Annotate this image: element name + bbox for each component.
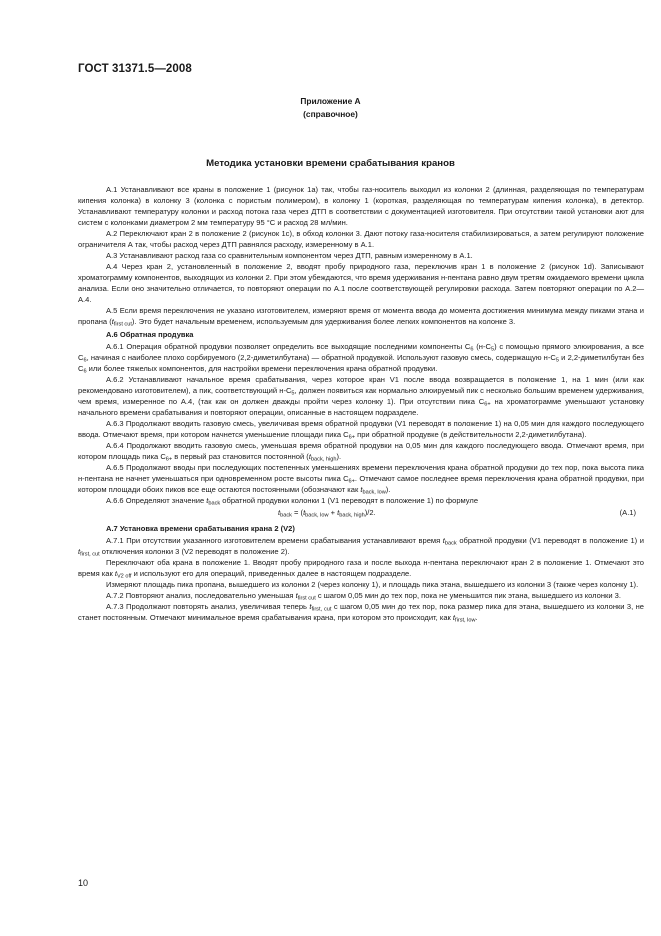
text: = ( [291,508,304,517]
document-body [78,184,644,623]
subscript: first, cut [311,606,332,613]
paragraph-a6-6 [78,495,644,506]
symbol-t: t [303,508,306,517]
subscript: 5 [291,390,295,397]
text: с шагом 0,05 мин до тех пор, пока размер пика для этана, вышедшего из колонки 3, не станет постоянным. Отмечают минимальное время срабатывания крана, при котором это происходит, как [78,602,644,622]
text: на хроматограмме уменьшают установку начального времени срабатывания и повторяют операции, описанные в настоящем подразделе. [78,397,644,417]
text: А.7.1 При отсутствии указанного изготовителем времени срабатывания устанавливают время [106,536,443,545]
formula-a1 [78,507,644,521]
text: А.7.3 Продолжают повторять анализ, увеличивая теперь [106,602,310,611]
paragraph-a7-1-c: Измеряют площадь пика пропана, вышедшего из колонки 2 (через колонку 1), и площадь пика этана, вышедшего из колонки 3 (также через колонку 1). [106,580,639,589]
subscript: back [444,540,457,547]
symbol-t: t [111,317,114,326]
text: А.6.1 Операция обратной продувки позволяет определить все выходящие последними компоненты C [106,342,471,351]
paragraph-a5 [78,305,644,327]
subscript: back [208,500,221,507]
symbol-t: t [308,452,311,461]
text: ). [385,485,391,494]
symbol-t: t [452,613,456,622]
text: обратной продувки (V1 переводят в положение 1) и [456,536,644,545]
subscript: 6 [83,357,87,364]
symbol-t: t [278,508,281,517]
symbol-t: t [442,536,445,545]
paragraph-a3: А.3 Устанавливают расход газа со сравнительным компонентом через ДТП, равным измеренному в А.1. [106,251,473,260]
text: А.5 Если время переключения не указано изготовителем, измеряют время от момента ввода до момента достижения минимума между пиками этана и пропана ( [78,306,644,326]
text: А.6.6 Определяют значение [106,496,207,505]
subscript: back, low [362,489,386,496]
paragraph-a6-4 [78,440,644,462]
subscript: 5 [555,357,559,364]
text: ). [336,452,342,461]
text: , должен появиться как нормально элюируемый пик с несколько большим временем удерживания, чем время, измеренное по А.4, (так как он должен дважды пройти через колонку 1). При отсутствии пика C [78,386,645,406]
subscript: back, high [339,512,365,519]
subscript: 6+ [348,434,356,441]
subscript: 6+ [484,401,491,408]
section-title: Методика установки времени срабатывания кранов [206,158,455,169]
text: и используют его для операций, приведенных далее в настоящем подразделе. [131,569,412,578]
text: при обратной продувке (в действительности 2,2-диметилбутана). [355,430,587,439]
paragraph-a6-2 [78,374,644,418]
heading-a7: А.7 Установка времени срабатывания крана 2 (V2) [106,524,295,533]
symbol-t: t [114,569,117,578]
subscript: first cut [113,321,132,328]
subscript: back, high [310,456,337,463]
page-number: 10 [78,878,89,888]
text: А.6.3 Продолжают вводить газовую смесь, увеличивая время обратной продувки (V1 переводят в положение 1) на 0,05 мин для каждого последующего ввода. Отмечают время, при котором начнется уменьшение площади пика C [78,419,644,439]
paragraph-a7-2 [78,590,644,601]
text: А.6.4 Продолжают вводить газовую смесь, уменьшая время обратной продувки на 0,05 мин для каждого последующего ввода. Отмечают время, при котором площадь пика C [78,441,644,461]
symbol-t: t [360,485,363,494]
paragraph-a4: А.4 Через кран 2, установленный в положение 2, вводят пробу природного газа, переключив кран 1 в положение 2 (рисунок 1d). Записывают хроматограмму компонентов, выходящих из колонки 2. При этом убеждаются, что время удерживания н-пентана равно двум третям ожидаемого времени цикла анализа. Если оно значительно отличается, то повторяют операции по А.1 после соответствующей регулировки расхода. Затем повторяют операции по А.2—А.4. [78,262,644,304]
paragraph-a2: А.2 Переключают кран 2 в положение 2 (рисунок 1с), в обход колонки 3. Дают потоку газа-носителя стабилизироваться, а затем регулируют положение ограничителя А так, чтобы расход через ДТП равнялся расходу, измеренному в А.1. [78,229,644,249]
text: и 2,2-диметилбутан без C [78,353,644,373]
subscript: 6 [83,368,87,375]
symbol-t: t [337,508,340,517]
paragraph-a7-1-b [78,557,644,579]
appendix-title: Приложение А [300,96,361,106]
paragraph-a6-5 [78,462,644,495]
text: А.6.2 Устанавливают начальное время срабатывания, через которое кран V1 после ввода возвращается в положение 1, на 1 мин (или как рекомендовано изготовителем), а пик, соответствующий н-C [78,375,644,395]
text: с шагом 0,05 мин до тех пор, пока не уменьшится пик этана, вышедшего из колонки 3. [315,591,621,600]
subscript: back [280,512,292,519]
text: . [475,613,478,622]
symbol-t: t [78,547,81,556]
subscript: 6+ [165,456,173,463]
subscript: 6 [470,346,474,353]
text: обратной продувки колонки 1 (V1 переводят в положение 1) по формуле [220,496,479,505]
subscript: V2 off [116,573,132,580]
subscript: first, cut [80,551,100,558]
heading-a6: А.6 Обратная продувка [106,330,194,339]
paragraph-a6-1 [78,341,644,374]
paragraph-a6-3 [78,418,644,440]
symbol-t: t [206,496,209,505]
appendix-subtitle: (справочное) [303,109,358,119]
subscript: 6+ [348,478,355,485]
formula-expression [278,507,376,518]
subscript: first cut [297,595,316,602]
text: в первый раз становится постоянной ( [172,452,309,461]
text: (н-C [473,342,491,351]
text: А.6.5 Продолжают вводы при последующих постепенных уменьшениях времени переключения крана обратной продувки до тех пор, пока высота пика н-пентана не начнет уменьшаться при одновременном росте высоты пика C [78,463,644,483]
text: отключения колонки 3 (V2 переводят в положение 2). [99,547,290,556]
document-header: ГОСТ 31371.5—2008 [78,63,192,75]
text: Переключают оба крана в положение 1. Вводят пробу природного газа и после выхода н-пентана переключают кран 2 в положение 1. Отмечают это время как [78,558,644,578]
text: )/2. [364,508,376,517]
text: + [328,508,338,517]
text: ). Это будет начальным временем, используемым для удерживания более легких компонентов на колонке 3. [131,317,516,326]
text: , начиная с наиболее плохо сорбируемого (2,2-диметилбутана) — обратной продувкой. Используют газовую смесь, содержащую н-C [86,353,556,362]
subscript: 5 [490,346,495,353]
text: ) с помощью прямого элюирования, а все C [78,342,644,362]
formula-number: (А.1) [619,508,636,517]
text: . Отмечают самое последнее время переключения крана обратной продувки, при котором площади обоих пиков все еще остаются постоянными (обозначают как [78,474,644,494]
symbol-t: t [309,602,312,611]
subscript: first, low [455,617,476,624]
paragraph-a1: А.1 Устанавливают все краны в положение 1 (рисунок 1а) так, чтобы газ-носитель выходил из колонки 2 (длинная, разделяющая по температурам кипения колонка) в колонку 3 (колонка с пористым полимером), в колонку 1 (короткая, разделяющая по температурам кипения колонка), в детектор. Устанавливают температуру колонки и расход потока газа через ДТП в соответствии с документацией изготовителя. При отсутствии такой установки ают для систем с колонками диаметром 2 мм температуру 95 °С и расход 28 мл/мин. [78,185,644,227]
paragraph-a7-1 [78,535,644,557]
paragraph-a7-3 [78,601,644,623]
text: А.7.2 Повторяют анализ, последовательно уменьшая [106,591,296,600]
subscript: back, low [305,512,329,519]
text: или более тяжелых компонентов, для настройки времени переключения крана обратной продувки. [86,364,438,373]
symbol-t: t [295,591,298,600]
